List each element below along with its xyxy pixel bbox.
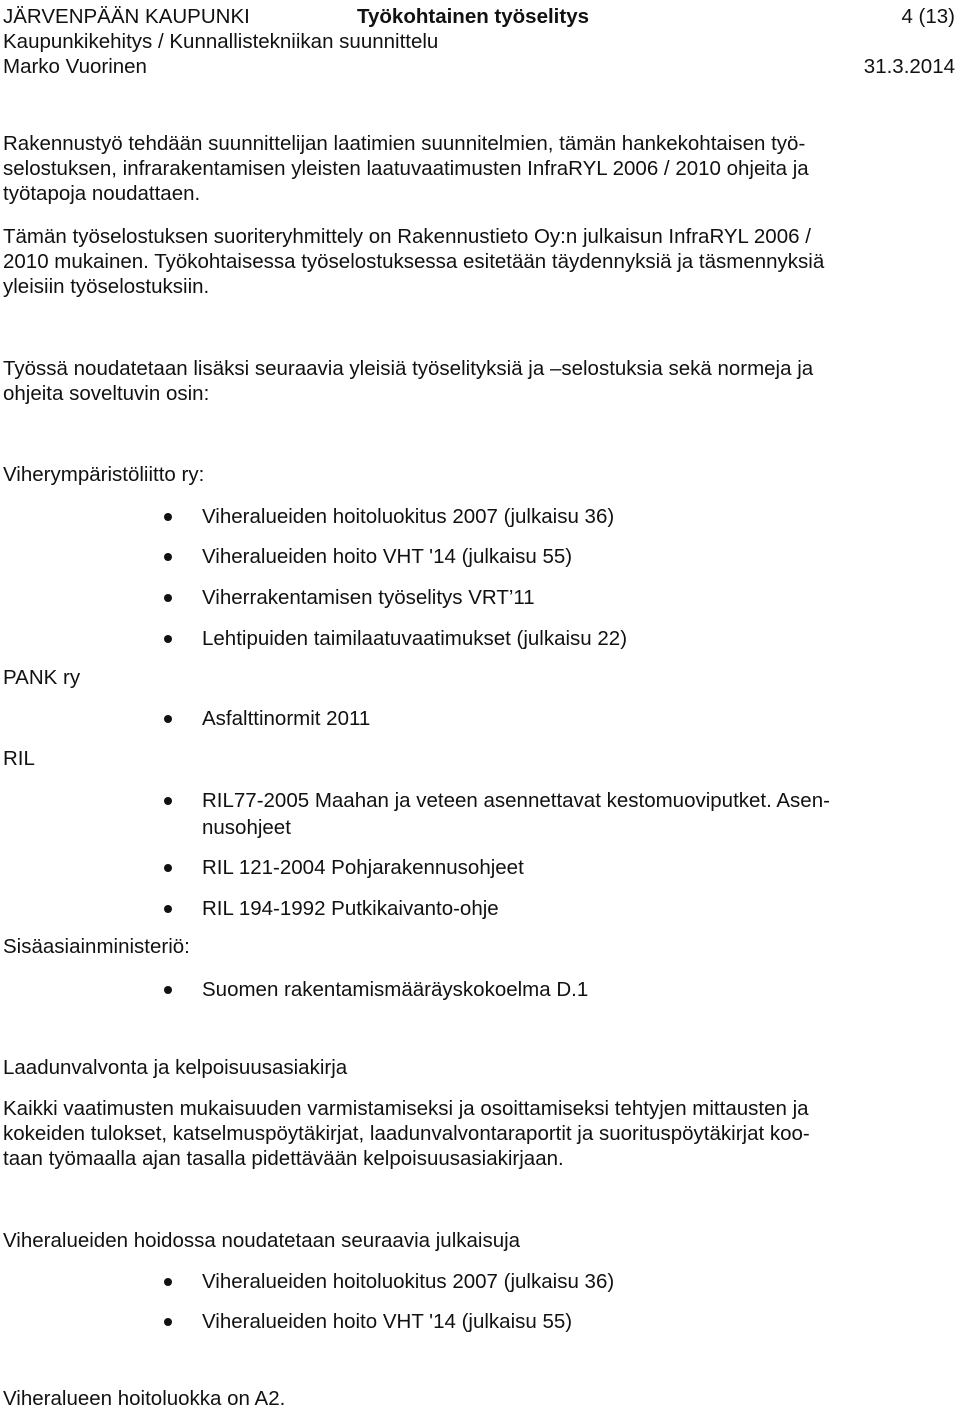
header-doc-title: Työkohtainen työselitys xyxy=(357,5,590,28)
intro-paragraph-3 xyxy=(3,356,953,406)
text-line: 2010 mukainen. Työkohtaisessa työselostuksessa esitetään täydennyksiä ja täsmennyksiä xyxy=(3,250,825,273)
text-line: Työssä noudatetaan lisäksi seuraavia yleisiä työselityksiä ja –selostuksia sekä normeja ja xyxy=(3,357,814,380)
label-pank: PANK ry xyxy=(3,666,81,689)
text-line: Tämän työselostuksen suoriteryhmittely on Rakennustieto Oy:n julkaisun InfraRYL 2006 / xyxy=(3,225,811,248)
bullet-icon xyxy=(164,797,172,805)
label-sisaasiainministerio: Sisäasiainministeriö: xyxy=(3,935,190,958)
header-page-number: 4 (13) xyxy=(901,5,955,28)
bullet-icon xyxy=(164,1318,172,1326)
text-line: Kaikki vaatimusten mukaisuuden varmistamiseksi ja osoittamiseksi tehtyjen mittausten ja xyxy=(3,1097,809,1120)
text-line: selostuksen, infrarakentamisen yleisten laatuvaatimusten InfraRYL 2006 / 2010 ohjeita ja xyxy=(3,157,809,180)
text-line: yleisiin työselostuksiin. xyxy=(3,275,210,298)
text-line: ohjeita soveltuvin osin: xyxy=(3,382,210,405)
header-author: Marko Vuorinen xyxy=(3,55,147,78)
header-org: JÄRVENPÄÄN KAUPUNKI xyxy=(3,5,250,28)
bullet-icon xyxy=(164,986,172,994)
text-line: taan työmaalla ajan tasalla pidettävään kelpoisuusasiakirjaan. xyxy=(3,1147,564,1170)
section-heading-quality: Laadunvalvonta ja kelpoisuusasiakirja xyxy=(3,1056,348,1079)
bullet-icon xyxy=(164,864,172,872)
quality-paragraph xyxy=(3,1096,953,1171)
header-date: 31.3.2014 xyxy=(863,55,955,78)
label-viherymparistoliitto: Viherympäristöliitto ry: xyxy=(3,463,205,486)
bullet-icon xyxy=(164,513,172,521)
bullet-icon xyxy=(164,594,172,602)
closing-statement: Viheralueen hoitoluokka on A2. xyxy=(3,1387,286,1410)
header-department: Kaupunkikehitys / Kunnallistekniikan suunnittelu xyxy=(3,30,439,53)
section-heading-maintenance: Viheralueiden hoidossa noudatetaan seuraavia julkaisuja xyxy=(3,1229,521,1252)
bullet-icon xyxy=(164,553,172,561)
intro-paragraph-1 xyxy=(3,131,953,206)
bullet-icon xyxy=(164,1278,172,1286)
bullet-icon xyxy=(164,905,172,913)
label-ril: RIL xyxy=(3,747,35,770)
bullet-icon xyxy=(164,715,172,723)
text-line: Rakennustyö tehdään suunnittelijan laatimien suunnitelmien, tämän hankekohtaisen työ- xyxy=(3,132,806,155)
intro-paragraph-2 xyxy=(3,224,953,299)
text-line: kokeiden tulokset, katselmuspöytäkirjat, laadunvalvontaraportit ja suorituspöytäkirjat koo- xyxy=(3,1122,810,1145)
bullet-icon xyxy=(164,635,172,643)
text-line: työtapoja noudattaen. xyxy=(3,182,201,205)
